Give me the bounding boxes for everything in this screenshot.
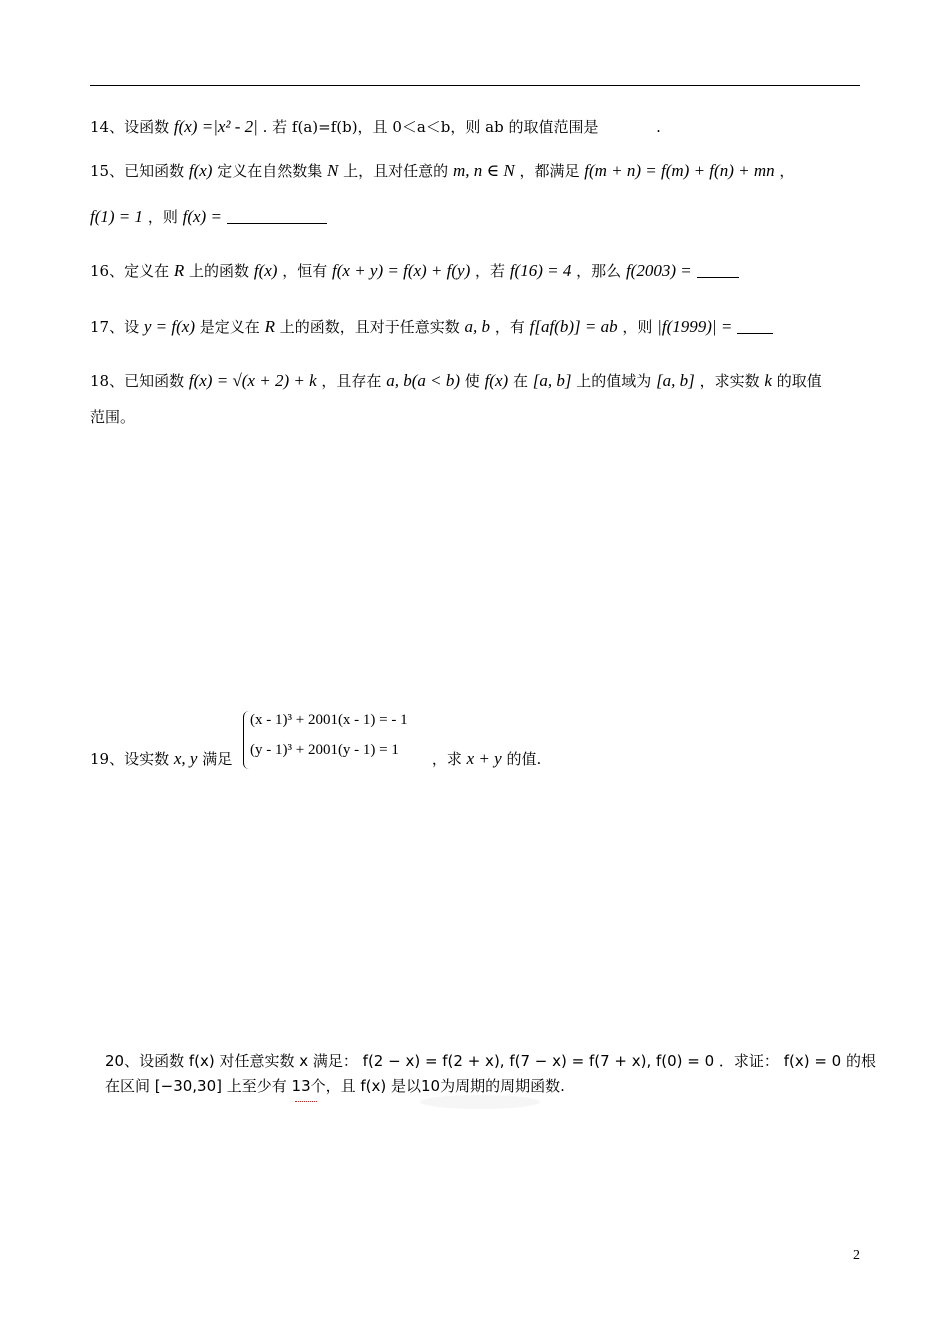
q18-text-6: 的取值 — [776, 372, 822, 390]
q14-function: f(x) =|x² - 2| — [173, 117, 258, 136]
q18-k: k — [764, 371, 772, 390]
q17-text-1: 是定义在 — [199, 318, 260, 336]
q17-text-3: ，有 — [494, 318, 525, 336]
q16-text-1: 上的函数 — [189, 262, 250, 280]
q19-sum: x + y — [466, 749, 502, 768]
q18-function: f(x) = √(x + 2) + k — [188, 371, 317, 390]
q14-end: . — [656, 118, 661, 136]
page-number: 2 — [853, 1248, 860, 1263]
q15-function: f(x) — [188, 161, 213, 180]
q17-answer-blank — [737, 319, 773, 334]
question-18-line-2 — [90, 406, 135, 428]
q19-number: 19、设实数 — [90, 750, 170, 768]
q15-text-1: 定义在自然数集 — [217, 162, 323, 180]
q17-set-r: R — [264, 317, 275, 336]
q19-equation-2: (y - 1)³ + 2001(y - 1) = 1 — [250, 742, 399, 758]
q19-equation-1: (x - 1)³ + 2001(x - 1) = - 1 — [250, 712, 408, 728]
q18-interval-1: [a, b] — [532, 371, 572, 390]
q17-variables: a, b — [464, 317, 491, 336]
q17-number: 17、设 — [90, 318, 140, 336]
q15-variables: m, n ∈ N — [452, 161, 515, 180]
q15-comma: ， — [779, 162, 795, 180]
q18-text-4: 上的值域为 — [576, 372, 652, 390]
q18-text-7: 范围。 — [90, 408, 136, 426]
question-16 — [90, 260, 739, 282]
q16-condition: f(16) = 4 — [509, 261, 572, 280]
q19-variables: x, y — [173, 749, 198, 768]
q16-answer-blank — [697, 263, 739, 278]
q15-text-3: ，都满足 — [519, 162, 580, 180]
question-18 — [90, 370, 822, 392]
header-rule — [90, 85, 860, 86]
q17-text-2: 上的函数，且对于任意实数 — [279, 318, 460, 336]
q15-text-2: 上，且对任意的 — [343, 162, 449, 180]
q19-text-2: ，求 — [431, 750, 462, 768]
q18-text-5: ，求实数 — [699, 372, 760, 390]
q15-answer-blank — [227, 209, 327, 224]
q18-interval-2: [a, b] — [656, 371, 695, 390]
question-15 — [90, 160, 794, 182]
q17-function: y = f(x) — [143, 317, 195, 336]
q19-text-3: 的值. — [506, 750, 542, 768]
q14-number: 14、设函数 — [90, 118, 170, 136]
q16-text-3: ，若 — [475, 262, 506, 280]
question-19 — [90, 748, 541, 770]
q18-number: 18、已知函数 — [90, 372, 185, 390]
q16-number: 16、定义在 — [90, 262, 170, 280]
question-15-line-2 — [90, 206, 327, 228]
q15-number: 15、已知函数 — [90, 162, 185, 180]
q16-function: f(x) — [253, 261, 278, 280]
q15-equation: f(m + n) = f(m) + f(n) + mn — [584, 161, 775, 180]
q18-text-1: ，且存在 — [321, 372, 382, 390]
question-20-line-1: 20、设函数 f(x) 对任意实数 x 满足： f(2 − x) = f(2 + x), f(7 − x) = f(7 + x), f(0) = 0 ．求证： f(x) = 0 的根 — [105, 1052, 876, 1070]
scan-smudge — [420, 1095, 540, 1109]
question-20-line-2: 在区间 [−30,30] 上至少有 13个，且 f(x) 是以10为周期的周期函数. — [105, 1077, 565, 1095]
question-14 — [90, 116, 661, 138]
q18-text-3: 在 — [512, 372, 528, 390]
q17-ask: |f(1999)| = — [657, 317, 733, 336]
q15-condition: f(1) = 1 — [90, 207, 144, 226]
q18-variables: a, b(a < b) — [386, 371, 460, 390]
q17-equation: f[af(b)] = ab — [529, 317, 618, 336]
spellcheck-underline — [295, 1098, 317, 1102]
q15-set-n: N — [327, 161, 339, 180]
q15-ask: f(x) = — [182, 207, 222, 226]
q15-then: ，则 — [147, 208, 178, 226]
q16-equation: f(x + y) = f(x) + f(y) — [332, 261, 471, 280]
q16-text-4: ，那么 — [576, 262, 622, 280]
q16-ask: f(2003) = — [625, 261, 692, 280]
q16-text-2: ，恒有 — [282, 262, 328, 280]
q16-set-r: R — [173, 261, 185, 280]
q14-text: . 若 f(a)=f(b)，且 0＜a＜b，则 ab 的取值范围是 — [262, 118, 599, 136]
q18-text-2: 使 — [464, 372, 480, 390]
q18-f: f(x) — [484, 371, 509, 390]
question-17 — [90, 316, 773, 338]
q19-text-1: 满足 — [202, 750, 233, 768]
q17-text-4: ，则 — [622, 318, 653, 336]
